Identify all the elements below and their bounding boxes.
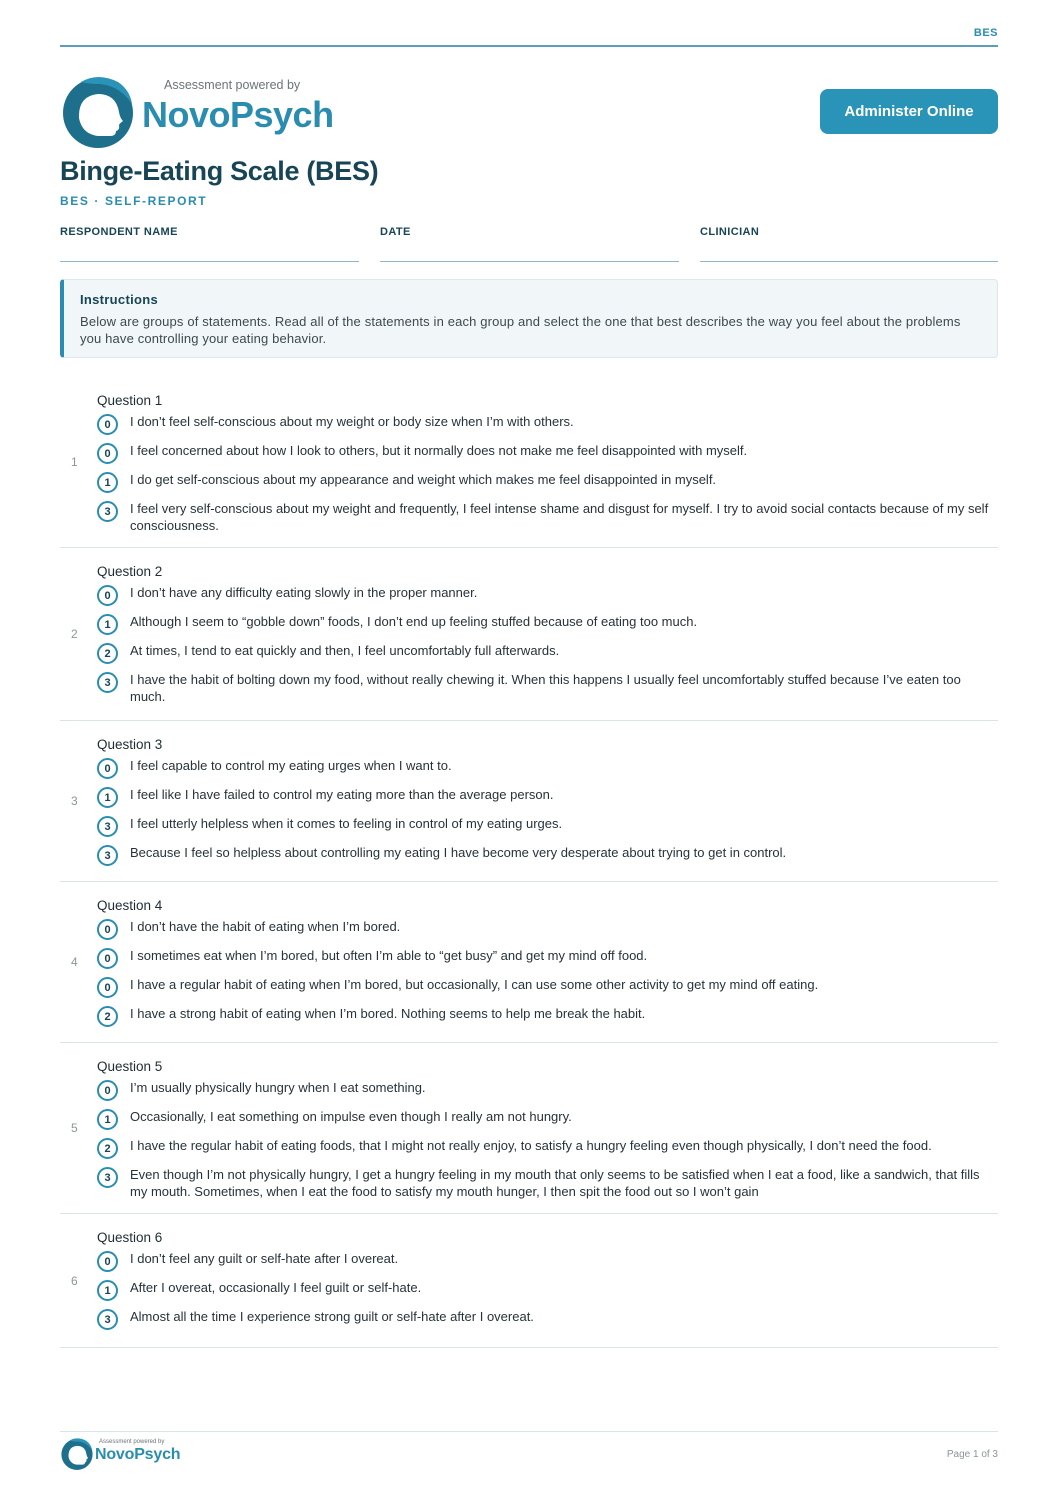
score-badge: 3 [97,1167,118,1188]
answer-option-text: I feel very self-conscious about my weight and frequently, I feel intense shame and disgust for myself. I try to avoid social contacts because of my self consciousness. [130,501,989,533]
score-badge: 0 [97,414,118,435]
answer-option[interactable] [97,918,998,940]
score-badge: 3 [97,816,118,837]
answer-option[interactable] [97,757,998,779]
page-subtitle: BES · SELF-REPORT [60,194,208,208]
question-number: 2 [71,627,78,641]
answer-option-text: I don’t have the habit of eating when I’m bored. [130,919,401,934]
question-title: Question 5 [97,1059,163,1074]
date-field[interactable] [380,226,679,262]
score-badge: 1 [97,1109,118,1130]
score-badge: 0 [97,1251,118,1272]
answer-option[interactable] [97,947,998,969]
answer-option[interactable] [97,442,998,464]
score-badge: 0 [97,758,118,779]
answer-option[interactable] [97,976,998,998]
question-block [60,377,998,548]
answer-option[interactable] [97,1166,998,1200]
answer-option-text: I have the regular habit of eating foods, that I might not really enjoy, to satisfy a hungry feeling even though physically, I don’t need the food. [130,1138,932,1153]
score-badge: 0 [97,948,118,969]
answer-option-text: I feel utterly helpless when it comes to feeling in control of my eating urges. [130,816,563,831]
answer-option[interactable] [97,1250,998,1272]
score-badge: 0 [97,977,118,998]
logo-tagline: Assessment powered by [164,78,301,92]
answer-option-text: I don’t feel self-conscious about my weight or body size when I’m with others. [130,414,574,429]
answer-option-text: I don’t have any difficulty eating slowly in the proper manner. [130,585,478,600]
novopsych-logo [60,74,350,150]
answer-option-text: Although I seem to “gobble down” foods, I don’t end up feeling stuffed because of eating too much. [130,614,698,629]
answer-option-text: I don’t feel any guilt or self-hate after I overeat. [130,1251,399,1266]
question-number: 1 [71,455,78,469]
answer-option-text: I feel like I have failed to control my eating more than the average person. [130,787,554,802]
page-number: Page 1 of 3 [946,1449,998,1460]
question-number: 3 [71,794,78,808]
score-badge: 1 [97,614,118,635]
question-title: Question 6 [97,1230,163,1245]
answer-option-text: I do get self-conscious about my appearance and weight which makes me feel disappointed in myself. [130,472,717,487]
answer-option[interactable] [97,642,998,664]
answer-option[interactable] [97,786,998,808]
score-badge: 1 [97,787,118,808]
answer-option-text: I feel capable to control my eating urges when I want to. [130,758,452,773]
answer-option-text: Almost all the time I experience strong guilt or self-hate after I overeat. [130,1309,534,1324]
answer-option[interactable] [97,471,998,493]
answer-option[interactable] [97,500,998,534]
answer-option-text: I feel concerned about how I look to others, but it normally does not make me feel disappointed with myself. [130,443,748,458]
score-badge: 2 [97,643,118,664]
score-badge: 0 [97,443,118,464]
instructions-title: Instructions [80,292,158,307]
header-tag: BES [973,27,998,39]
header-rule [60,45,998,47]
score-badge: 0 [97,919,118,940]
answer-option[interactable] [97,1279,998,1301]
footer-brand: NovoPsych [95,1446,181,1463]
answer-option-text: I have the habit of bolting down my food, without really chewing it. When this happens I usually feel uncomfortably stuffed because I’ve eaten too much. [130,672,961,704]
question-title: Question 3 [97,737,163,752]
answer-option-text: Because I feel so helpless about controlling my eating I have become very desperate about trying to get in control. [130,845,787,860]
question-title: Question 1 [97,393,163,408]
score-badge: 2 [97,1138,118,1159]
head-logo-icon [60,74,136,148]
question-block [60,1214,998,1348]
question-number: 6 [71,1273,78,1288]
answer-option-text: Occasionally, I eat something on impulse even though I really am not hungry. [130,1109,572,1124]
footer-head-logo-icon [60,1437,94,1470]
logo-brand: NovoPsych [142,94,334,135]
respondent-name-field[interactable] [60,226,359,262]
answer-option-text: Even though I’m not physically hungry, I get a hungry feeling in my mouth that only seems to be satisfied when I eat a food, like a sandwich, that fills my mouth. Sometimes, when I eat the food to satisfy my mouth hunger, I then spit the food out so I won’t gain [130,1167,980,1199]
administer-online-button[interactable]: Administer Online [820,89,998,134]
answer-option[interactable] [97,413,998,435]
answer-option[interactable] [97,584,998,606]
answer-option[interactable] [97,1108,998,1130]
answer-option[interactable] [97,1308,998,1330]
answer-option[interactable] [97,671,998,705]
score-badge: 0 [97,585,118,606]
question-number: 5 [71,1121,78,1135]
score-badge: 1 [97,472,118,493]
question-title: Question 4 [97,898,163,913]
score-badge: 3 [97,501,118,522]
question-title: Question 2 [97,564,163,579]
score-badge: 2 [97,1006,118,1027]
answer-option[interactable] [97,613,998,635]
footer-logo [60,1437,190,1471]
footer-rule [60,1431,998,1432]
question-block [60,548,998,721]
answer-option-text: I have a strong habit of eating when I’m bored. Nothing seems to help me break the habit. [130,1006,646,1021]
clinician-label: CLINICIAN [700,226,760,238]
question-block [60,1043,998,1214]
footer-tagline: Assessment powered by [99,1439,165,1445]
score-badge: 3 [97,672,118,693]
answer-option[interactable] [97,815,998,837]
page-title: Binge-Eating Scale (BES) [60,156,379,186]
answer-option-text: After I overeat, occasionally I feel guilt or self-hate. [130,1280,422,1295]
score-badge: 3 [97,845,118,866]
answer-option-text: At times, I tend to eat quickly and then, I feel uncomfortably full afterwards. [130,643,560,658]
score-badge: 3 [97,1309,118,1330]
instructions-text: Below are groups of statements. Read all of the statements in each group and select the one that best describes the way you feel about the problems you have controlling your eating behavior. [80,314,961,346]
clinician-field[interactable] [700,226,998,262]
answer-option[interactable] [97,1005,998,1027]
instructions-box [60,279,998,358]
answer-option-text: I sometimes eat when I’m bored, but often I’m able to “get busy” and get my mind off food. [130,948,648,963]
answer-option-text: I have a regular habit of eating when I’m bored, but occasionally, I can use some other activity to get my mind off eating. [130,977,819,992]
answer-option-text: I’m usually physically hungry when I eat something. [130,1080,426,1095]
question-block [60,882,998,1043]
answer-option[interactable] [97,844,998,866]
answer-option[interactable] [97,1079,998,1101]
respondent-name-label: RESPONDENT NAME [60,226,178,238]
score-badge: 0 [97,1080,118,1101]
date-label: DATE [380,226,411,238]
score-badge: 1 [97,1280,118,1301]
question-number: 4 [71,955,78,969]
question-block [60,721,998,882]
question-list [60,377,998,1348]
answer-option[interactable] [97,1137,998,1159]
